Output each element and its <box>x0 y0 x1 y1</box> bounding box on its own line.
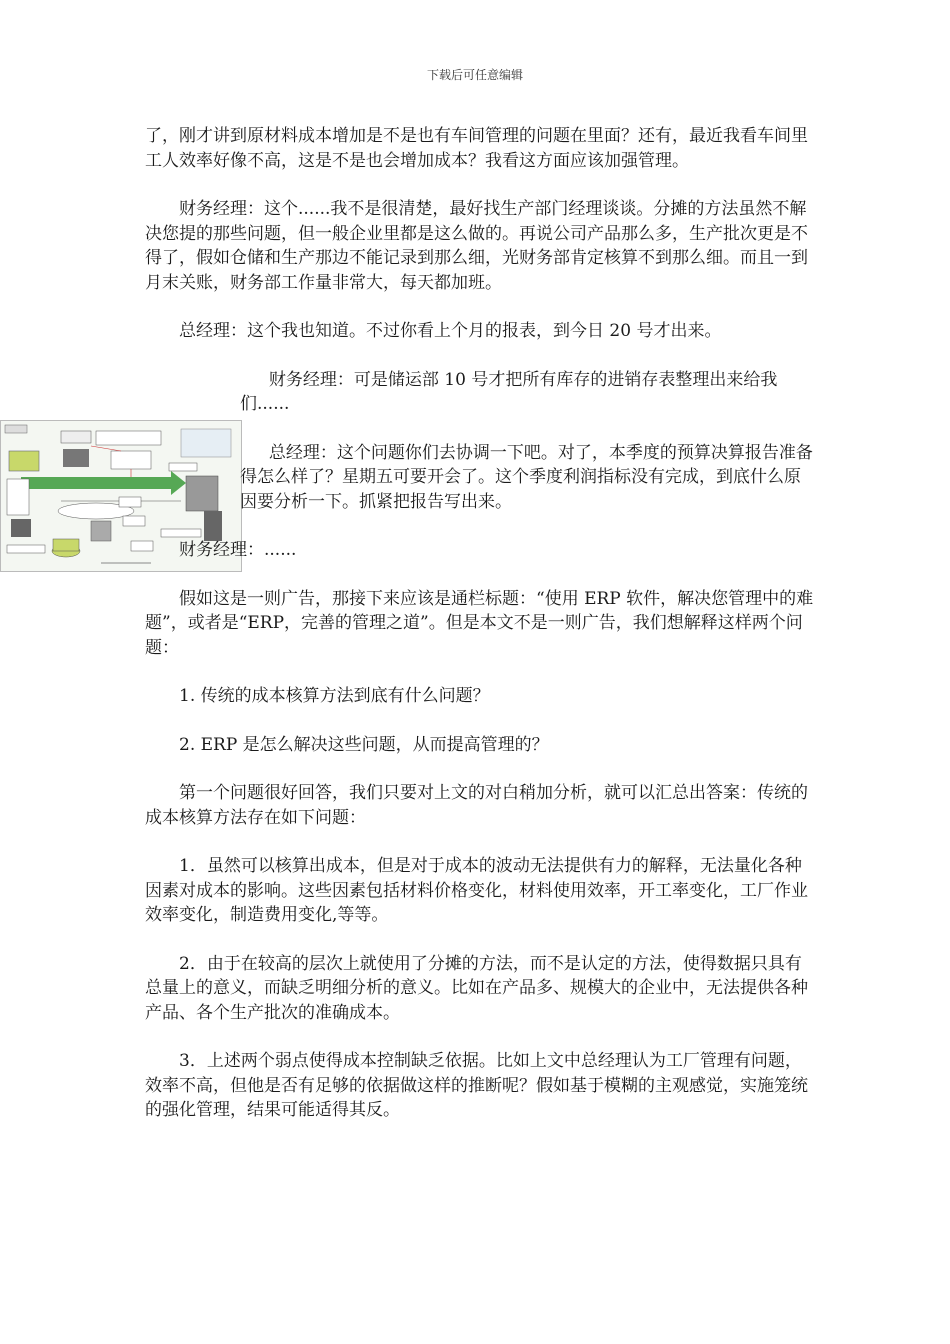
page-header: 下载后可任意编辑 <box>426 68 523 82</box>
paragraph: 总经理：这个我也知道。不过你看上个月的报表，到今日 20 号才出来。 <box>179 321 722 341</box>
paragraph: 假如这是一则广告，那接下来应该是通栏标题：“使用 ERP 软件，解决您管理中的难题”，或者是“ERP，完善的管理之道”。但是本文不是一则广告，我们想解释这样两个问题： <box>145 588 814 658</box>
paragraph: 财务经理：这个......我不是很清楚，最好找生产部门经理谈谈。分摊的方法虽然不解决您提的那些问题，但一般企业里都是这么做的。再说公司产品那么多，生产批次更是不得了，假如仓储和生产那边不能记录到那么细，光财务部肯定核算不到那么细。而且一到月末关账，财务部工作量非常大，每天都加班。 <box>145 199 808 293</box>
problem-item: 2．由于在较高的层次上就使用了分摊的方法，而不是认定的方法，使得数据只具有总量上的意义，而缺乏明细分析的意义。比如在产品多、规模大的企业中，无法提供各种产品、各个生产批次的准确成本。 <box>145 953 808 1023</box>
problem-item: 1．虽然可以核算出成本，但是对于成本的波动无法提供有力的解释，无法量化各种因素对成本的影响。这些因素包括材料价格变化，材料使用效率，开工率变化，工厂作业效率变化，制造费用变化,等等。 <box>145 856 808 925</box>
paragraph: 了，刚才讲到原材料成本增加是不是也有车间管理的问题在里面？还有，最近我看车间里工人效率好像不高，这是不是也会增加成本？我看这方面应该加强管理。 <box>145 126 808 171</box>
paragraph: 第一个问题很好回答，我们只要对上文的对白稍加分析，就可以汇总出答案：传统的成本核算方法存在如下问题： <box>145 783 808 828</box>
paragraph: 财务经理：...... <box>179 540 297 560</box>
question-item: 1. 传统的成本核算方法到底有什么问题？ <box>179 686 490 706</box>
problem-item: 3．上述两个弱点使得成本控制缺乏依据。比如上文中总经理认为工厂管理有问题，效率不高，但他是否有足够的依据做这样的推断呢？假如基于模糊的主观感觉，实施笼统的强化管理，结果可能适得其反。 <box>145 1051 808 1120</box>
document-body <box>145 124 815 1147</box>
paragraph: 总经理：这个问题你们去协调一下吧。对了，本季度的预算决算报告准备得怎么样了？星期五可要开会了。这个季度利润指标没有完成，到底什么原因要分析一下。抓紧把报告写出来。 <box>240 442 813 512</box>
paragraph: 财务经理：可是储运部 10 号才把所有库存的进销存表整理出来给我们...... <box>240 369 778 414</box>
question-item: 2. ERP 是怎么解决这些问题，从而提高管理的？ <box>179 734 549 755</box>
